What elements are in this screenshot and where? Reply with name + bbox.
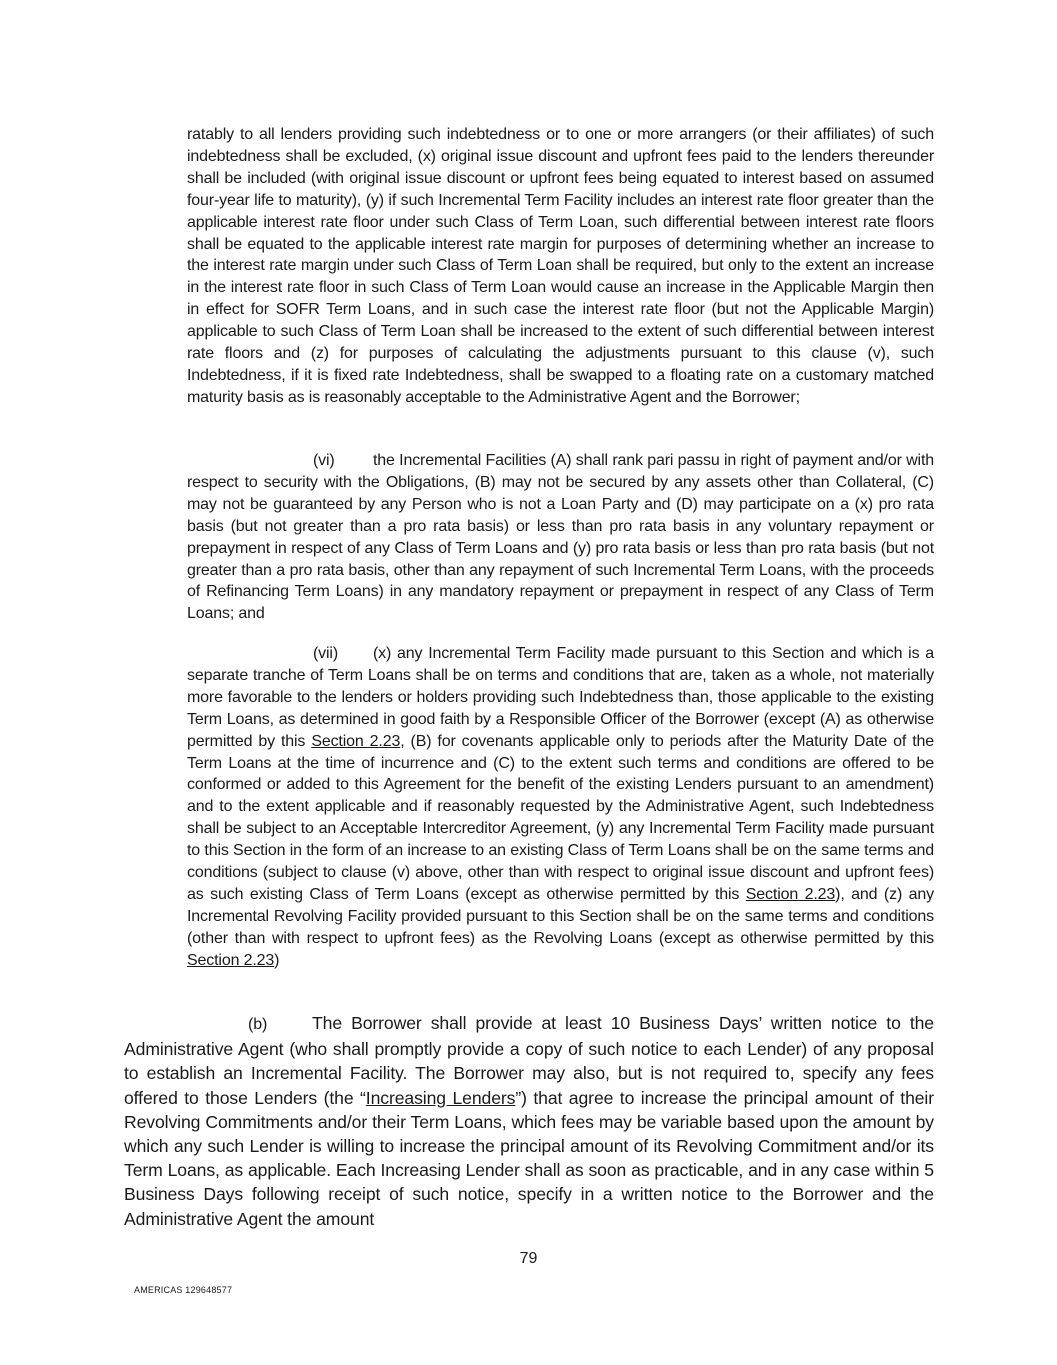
- clause-text-vii-4: ): [274, 951, 280, 969]
- paragraph-b: [124, 1011, 934, 1231]
- clause-text-b-1: The Borrower shall provide at least 10 Business Days’ written notice to the Administrative Agent (who shall promptly provide a copy of such notice to each Lender) of any proposal to establish an Incremental Facility. The Borrower may also, but is not required to, specify any fees offered to those Lenders (the “: [124, 1013, 934, 1108]
- paragraph-v-continuation: ratably to all lenders providing such indebtedness or to one or more arrangers (or their affiliates) of such indebtedness shall be excluded, (x) original issue discount and upfront fees paid to the lenders thereunder shall be included (with original issue discount or upfront fees being equated to interest based on assumed four-year life to maturity), (y) if such Incremental Term Facility includes an interest rate floor greater than the applicable interest rate floor under such Class of Term Loan, such differential between interest rate floors shall be equated to the applicable interest rate margin for purposes of determining whether an increase to the interest rate margin under such Class of Term Loan shall be required, but only to the extent an increase in the interest rate floor in such Class of Term Loan would cause an increase in the Applicable Margin then in effect for SOFR Term Loans, and in such case the interest rate floor (but not the Applicable Margin) applicable to such Class of Term Loan shall be increased to the extent of such differential between interest rate floors and (z) for purposes of calculating the adjustments pursuant to this clause (v), such Indebtedness, if it is fixed rate Indebtedness, shall be swapped to a floating rate on a customary matched maturity basis as is reasonably acceptable to the Administrative Agent and the Borrower;: [187, 126, 934, 406]
- section-reference-link[interactable]: Section 2.23: [311, 732, 401, 750]
- clause-text-vii-3: ), and (z) any Incremental Revolving Facility provided pursuant to this Section shall be on the same terms and conditions (other than with respect to upfront fees) as the Revolving Loans (except as otherwise permitted by this: [187, 885, 934, 947]
- section-reference-link[interactable]: Section 2.23: [745, 885, 836, 903]
- clause-label-vi: (vi): [313, 452, 335, 469]
- clause-text-vi: the Incremental Facilities (A) shall rank pari passu in right of payment and/or with respect to security with the Obligations, (B) may not be secured by any assets other than Collateral, (C) may not be guaranteed by any Person who is not a Loan Party and (D) may participate on a (x) pro rata basis (but not greater than a pro rata basis) or less than pro rata basis in any voluntary repayment or prepayment in respect of any Class of Term Loans and (y) pro rata basis or less than pro rata basis (but not greater than a pro rata basis, other than any repayment of such Incremental Term Loans, with the proceeds of Refinancing Term Loans) in any mandatory repayment or prepayment in respect of any Class of Term Loans; and: [187, 452, 934, 623]
- clause-label-vii: (vii): [313, 645, 339, 662]
- paragraph-vi: [187, 450, 934, 625]
- section-reference-link[interactable]: Section 2.23: [187, 951, 275, 969]
- clause-text-b-2: ”) that agree to increase the principal amount of their Revolving Commitments and/or their Term Loans, which fees may be variable based upon the amount by which any such Lender is willing to increase the principal amount of its Revolving Commitment and/or its Term Loans, as applicable. Each Increasing Lender shall as soon as practicable, and in any case within 5 Business Days following receipt of such notice, specify in a written notice to the Borrower and the Administrative Agent the amount: [124, 1087, 935, 1229]
- paragraph-vii: [187, 643, 934, 972]
- clause-text-vii-2: , (B) for covenants applicable only to periods after the Maturity Date of the Term Loans at the time of incurrence and (C) to the extent such terms and conditions are offered to be conformed or added to this Agreement for the benefit of the existing Lenders pursuant to an amendment) and to the extent applicable and if reasonably requested by the Administrative Agent, such Indebtedness shall be subject to an Acceptable Intercreditor Agreement, (y) any Incremental Term Facility made pursuant to this Section in the form of an increase to an existing Class of Term Loans shall be on the same terms and conditions (subject to clause (v) above, other than with respect to original issue discount and upfront fees) as such existing Class of Term Loans (except as otherwise permitted by this: [187, 732, 935, 903]
- page-number: 79: [519, 1250, 538, 1267]
- clause-text-vii-1: (x) any Incremental Term Facility made pursuant to this Section and which is a separate tranche of Term Loans shall be on terms and conditions that are, taken as a whole, not materially more favorable to the lenders or holders providing such Indebtedness than, those applicable to the existing Term Loans, as determined in good faith by a Responsible Officer of the Borrower (except (A) as otherwise permitted by this: [187, 645, 934, 750]
- clause-label-b: (b): [248, 1016, 268, 1033]
- document-footer-id: AMERICAS 129648577: [134, 1285, 233, 1295]
- defined-term-increasing-lenders: Increasing Lenders: [365, 1087, 516, 1108]
